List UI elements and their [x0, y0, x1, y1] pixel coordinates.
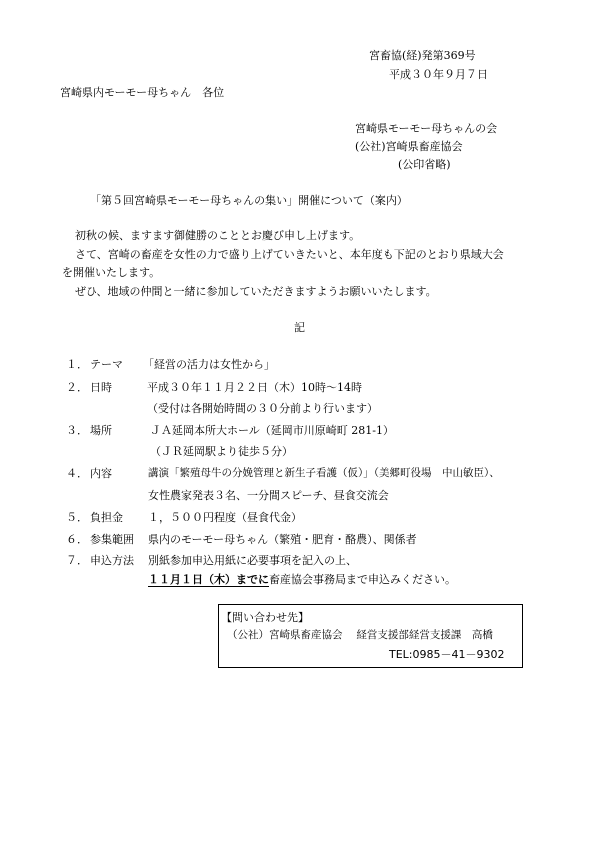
- recipient-line: 宮崎県内モーモー母ちゃん 各位: [60, 86, 225, 99]
- item-number-6: ６．: [66, 533, 88, 546]
- seal-note: (公印省略): [398, 158, 451, 171]
- item-value-2b: （受付は各開始時間の３０分前より行います）: [147, 402, 378, 415]
- item-number-4: ４．: [66, 467, 88, 480]
- deadline-emphasis: １１月１日（木）までに: [148, 573, 269, 586]
- item-value-3b: （ＪＲ延岡駅より徒歩５分）: [150, 445, 293, 458]
- document-title: 「第５回宮崎県モーモー母ちゃんの集い」開催について（案内）: [90, 194, 408, 207]
- item-value-6: 県内のモーモー母ちゃん（繁殖・肥育・酪農）、関係者: [148, 533, 417, 546]
- body-line-2: さて、宮崎の畜産を女性の力で盛り上げていきたいと、本年度も下記のとおり県域大会: [75, 248, 504, 261]
- item-value-4a: 講演「繁殖母牛の分娩管理と新生子看護（仮）」（美郷町役場 中山敏臣）、: [148, 467, 500, 479]
- deadline-rest: 畜産協会事務局まで申込みください。: [269, 573, 456, 586]
- body-line-1: 初秋の候、ますます御健勝のこととお慶び申し上げます。: [75, 229, 361, 242]
- body-line-4: ぜひ、地域の仲間と一緒に参加していただきますようお願いいたします。: [75, 285, 437, 298]
- body-line-3: を開催いたします。: [62, 266, 161, 279]
- item-number-1: １．: [66, 358, 88, 371]
- sender-association: (公社)宮崎県畜産協会: [355, 140, 463, 153]
- item-value-1: 「経営の活力は女性から」: [143, 358, 275, 371]
- item-number-7: ７．: [66, 554, 88, 567]
- item-label-2: 日時: [90, 381, 112, 394]
- item-label-4: 内容: [90, 467, 112, 480]
- item-number-5: ５．: [66, 511, 88, 524]
- item-number-3: ３．: [66, 424, 88, 437]
- item-label-1: テーマ: [90, 358, 123, 371]
- item-number-2: ２．: [66, 381, 88, 394]
- item-value-3a: ＪＡ延岡本所大ホール（延岡市川原崎町 281-1）: [150, 424, 394, 437]
- contact-organization: （公社）宮崎県畜産協会 経営支援部経営支援課 高橋: [227, 629, 493, 641]
- sender-organization: 宮崎県モーモー母ちゃんの会: [355, 122, 498, 135]
- document-date: 平成３０年９月７日: [389, 68, 488, 81]
- item-label-3: 場所: [90, 424, 112, 437]
- item-value-2a: 平成３０年１１月２２日（木）10時～14時: [147, 381, 362, 394]
- contact-phone: TEL:0985－41－9302: [389, 648, 505, 661]
- item-value-5: １，５００円程度（昼食代金）: [148, 511, 302, 524]
- item-value-7: 別紙参加申込用紙に必要事項を記入の上、: [148, 554, 357, 567]
- item-label-6: 参集範囲: [90, 533, 134, 546]
- document-number: 宮畜協(経)発第369号: [369, 49, 476, 62]
- deadline-line: [148, 573, 456, 586]
- item-label-5: 負担金: [90, 511, 123, 524]
- ki-heading: 記: [294, 321, 305, 334]
- item-label-7: 申込方法: [90, 554, 134, 567]
- contact-heading: 【問い合わせ先】: [221, 611, 309, 624]
- item-value-4b: 女性農家発表３名、一分間スピーチ、昼食交流会: [148, 489, 389, 502]
